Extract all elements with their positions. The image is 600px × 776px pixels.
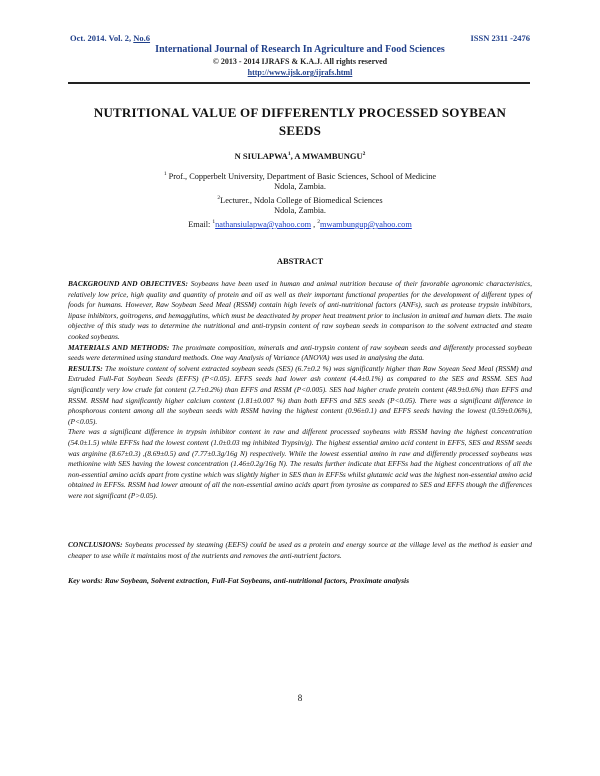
- email-separator: ,: [311, 219, 318, 229]
- author-1: N SIULAPWA: [234, 151, 288, 161]
- conclusions-label: CONCLUSIONS:: [68, 540, 123, 549]
- results-text-continued: There was a significant difference in trypsin inhibitor content in raw and different processed soybeans with RSSM having the highest concentration (54.0±1.5) while EFFSs had the lowest content (1.0±0.03 mg inhibited Trypsin/g). The highest essential amino acid content in EFFS, SES and RSSM seeds was arginine (8.67±0.3) ,(8.69±0.5) and (7.77±0.3g/16g N) respectively. While the lowest essential amino in raw and differently processed soybeans was methionine with SES having the lowest concentration (1.46±0.2g/16g N). The results further indicate that EFFSs had the highest concentrations of all the non-essential amino acids apart from cystine which was slightly higher in SES than in EFFSs whilst glutamic acid was the highest non-essential amino acid obtained in EFFSs. RSSM had lower amount of all the non-essential amino acids apart from tyrosine as compared to SES and EFFS though the differences were not significant (P>0.05).: [68, 427, 532, 500]
- results-label: RESULTS:: [68, 363, 103, 373]
- email-line: [0, 217, 600, 230]
- abstract-paragraph-main: [68, 279, 532, 501]
- abstract-heading: ABSTRACT: [276, 256, 324, 266]
- author-2-affiliation-mark: 2: [362, 151, 366, 158]
- issue-info: [70, 33, 150, 43]
- email-1-mark: 1: [212, 219, 216, 225]
- affiliation-2-text: Lecturer., Ndola College of Biomedical Sciences: [220, 195, 383, 205]
- author-1-affiliation-mark: 1: [287, 151, 291, 158]
- author-2: A MWAMBUNGU: [294, 151, 363, 161]
- author-list: [0, 151, 600, 161]
- affiliation-2-city: Ndola, Zambia.: [274, 206, 326, 215]
- affiliation-1-text: Prof., Copperbelt University, Department of Basic Sciences, School of Medicine: [166, 171, 437, 181]
- affiliation-1: [0, 169, 600, 182]
- header-divider: [68, 82, 530, 84]
- page-number: 8: [297, 693, 303, 703]
- keywords: Key words: Raw Soybean, Solvent extraction, Full-Fat Soybeans, anti-nutritional factors, Proximate analysis: [68, 576, 410, 585]
- abstract-conclusions: [68, 540, 532, 561]
- email-label: Email:: [188, 219, 213, 229]
- methods-label: MATERIALS AND METHODS:: [68, 342, 170, 352]
- affiliation-2-mark: 2: [217, 195, 221, 201]
- issue-link[interactable]: No.6: [133, 33, 151, 43]
- conclusions-text: Soybeans processed by steaming (EEFS) could be used as a protein and energy source at the village level as the method is easier and cheaper to use while it maintains most of the nutrients and removes the anti-nutrient factors.: [68, 540, 532, 560]
- date-volume: Oct. 2014. Vol. 2,: [70, 33, 132, 43]
- background-text: Soybeans have been used in human and animal nutrition because of their favorable agronomic characteristics, relatively low price, high quality and quantity of protein and oil as well as their important functional properties for the development of different types of foods for humans. However, Raw Soybean Seed Meal (RSSM) contain high levels of anti-nutritional factors (ANFs), such as protease trypsin inhibitors, lipase inhibitors, goitrogens, and hemagglutins, which must be deactivated by proper heat treatment prior to inclusion in animal and human diets. The main objective of this study was to determine the nutritional and anti-trypsin content of raw soybean seeds in comparison to the solvent extracted and steam cooked soybeans.: [68, 279, 532, 341]
- results-text: The moisture content of solvent extracted soybean seeds (SES) (6.7±0.2 %) was significantly higher than Raw Soyean Seed Meal (RSSM) and Extruded Full-Fat Soybean Seeds (EFFS) (P<0.05). EFFS seeds had lower ash content (4.4±0.1%) as compared to the SES and RSSM. SES had significantly very low crude fat content (2.7±0.2%) than EFFS and RSSM (P<0.005). SES had higher crude protein content (48.9±0.6%) than EFFS and RSSM. RSSM had significantly higher calcium content (1.81±0.007 %) than both EFFS and SES seeds (P<0.05). There was a significant difference in phosphorous content among all the soybean seeds with RSSM having the highest content (0.96±0.1) and EFFS seeds having the lowest (0.59±0.06%), (P<0.05).: [68, 363, 532, 426]
- background-label: BACKGROUND AND OBJECTIVES:: [68, 279, 188, 288]
- issn: ISSN 2311 -2476: [470, 33, 530, 43]
- copyright-line: © 2013 - 2014 IJRAFS & K.A.J. All rights reserved: [212, 57, 388, 66]
- paper-title: NUTRITIONAL VALUE OF DIFFERENTLY PROCESSED SOYBEAN SEEDS: [93, 105, 507, 138]
- affiliation-1-mark: 1: [163, 171, 167, 177]
- email-2-link[interactable]: mwambungup@yahoo.com: [320, 219, 412, 229]
- methods-text: The proximate composition, minerals and anti-trypsin content of raw soybean seeds and differently processed soybean seeds were determined using standard methods. One way Analysis of Variance (ANOVA) was used in analysing the data.: [68, 342, 532, 363]
- email-1-link[interactable]: nathansiulapwa@yahoo.com: [215, 219, 312, 229]
- email-2-mark: 2: [317, 219, 321, 225]
- affiliation-2: [0, 193, 600, 206]
- journal-url-link[interactable]: http://www.ijsk.org/ijrafs.html: [247, 68, 353, 77]
- author-separator: ,: [290, 151, 295, 161]
- journal-name: International Journal of Research In Agriculture and Food Sciences: [155, 44, 445, 55]
- affiliation-1-city: Ndola, Zambia.: [274, 182, 326, 191]
